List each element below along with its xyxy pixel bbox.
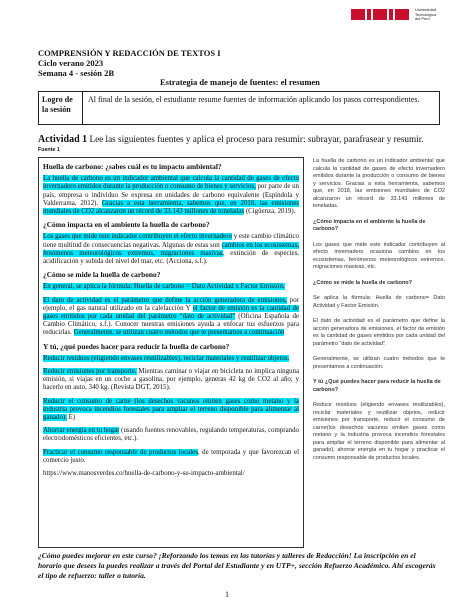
bullet-3 [43,398,299,423]
source-text-box [38,157,304,548]
source-paragraph-1 [43,175,299,216]
source-paragraph-2 [43,233,299,266]
course-title: COMPRENSIÓN Y REDACCIÓN DE TEXTOS I [38,48,221,58]
source-heading-2: ¿Cómo impacta en el ambiente la huella de carbono? [43,220,210,230]
text: (usando fuentes renovables, regulando temperaturas, comprando electrodomésticos eficientes, etc.). [43,427,299,443]
highlight: Generalmente, se utilizan cuatro métodos que te presentamos a continuación [73,329,285,337]
activity-label: Actividad 1 [38,134,88,145]
highlight: Practicar el consumo responsable de productos locales [43,448,198,456]
text: por parte de un país, empresa o individuo Se expresa en unidades de carbono equivalente (Espíndola y Valderrama, 2012). [43,183,300,207]
highlight: Reducir el consumo de carne (los desechos vacunos emiten gases como metano y la industria provoca incendios forestales para ampliar el terreno disponible para alimentar al ganado). [43,397,299,422]
text: (Cigüenza, 2019). [244,208,296,216]
bullet-1 [43,355,299,363]
document-subtitle: Estrategia de manejo de fuentes: el resumen [160,77,320,87]
bullet-4 [43,427,299,443]
highlight: el factor de emisión es la cantidad de gases emitidos por cada unidad del parámetro “dato de actividad” [43,304,299,321]
summary-2: Los gases que mide este indicador contribuyen al efecto invernadero ocasiona cambios en los ecosistemas, fenómenos meteorológicos extremos, migraciones masivas, etc. [313,241,445,270]
source-heading-1: Huella de carbono: ¿sabes cuál es tu impacto ambiental? [43,162,222,171]
summary-5: Generalmente, se utilizan cuatro métodos que te presentamos a continuación. [313,356,445,370]
text: y este cambio climático tiene multitud de consecuencias negativas. Algunas de estas son [43,233,299,249]
highlight: Los gases que mide este indicador contribuyen el efecto invernadero [43,233,232,241]
logro-label: Logro de la sesión [39,92,83,124]
source-label: Fuente 1 [38,147,60,153]
text: E) [66,414,76,422]
highlight: Ahorrar energía en tu hogar [43,427,120,435]
term: Ciclo verano 2023 [38,58,104,68]
activity-instruction [38,134,424,145]
logo-line-3: del Perú [414,16,430,21]
highlight: Reducir emisiones por transporte. [43,368,137,376]
source-url[interactable]: https://www.manosverdes.co/huella-de-carbono-y-su-impacto-ambiental/ [43,470,245,478]
document-header [38,48,221,78]
summary-1: La huella de carbono es un indicador ambiental que calcula la cantidad de gases de efecto invernadero emitidos durante la producción o consumo de bienes y servicios. Gracias a esta herramienta, sabemos que, en 2018, las emisiones mundiales de CO2 alcanzaron un récord de 33.143 millones de toneladas. [313,158,445,209]
summary-margin-notes [313,158,445,470]
highlight: La huella de carbono es un indicador ambiental que calcula la cantidad de gases de efecto invernadero emitidos durante la producción o consumo de bienes y servicios, [43,175,299,191]
highlight: cambios en los ecosistemas, fenómenos meteorológicos extremos, migraciones masivas [43,241,300,257]
bullet-2 [43,368,299,393]
activity-text: Lee las siguientes fuentes y aplica el proceso para resumir: subrayar, parafrasear y resumir. [89,134,424,144]
highlight: Reducir residuos (eligiendo envases reutilizables), reciclar materiales y reutilizar objetos. [43,354,290,362]
text: (Oficina Española de Cambio Climático, s.f.). Conocer nuestras emisiones ayuda a enfocar tus esfuerzos para reducirlas. [43,313,299,337]
bullet-5 [43,449,299,465]
logo-line-2: Tecnológica [414,11,436,17]
summary-heading-4: Y tú ¿Qué puedes hacer para reducir la huella de carbono? [313,379,441,393]
utp-logo-text [415,8,436,22]
highlight: El dato de actividad es el parámetro que define la acción generadora de emisiones, [43,296,287,304]
summary-6: Reducir residuos (eligiendo envases reutilizables), reciclar materiales y reutilizar objetos, reducir emisiones por transporte, reducir el consumo de carne(los desechos vacunos emiten gases como metano y la industria provoca incendios forestales para ampliar el terreno disponible para alimentar al ganado), ahorrar energía en tu hogar y practicar el consumo responsable de productos locales. [313,402,445,461]
highlight: En general, se aplica la fórmula: Huella de carbono = Dato Actividad x Factor Emisión. [43,283,285,291]
text: Mientras caminar o viajar en bicicleta no implica ninguna emisión, si viajas en un coche a gasolina, por ejemplo, generas 42 kg de CO2 al año; y hacerlo en auto, 340 kg. (Revista DGT, 2015). [43,368,300,392]
text: , extinción de especies, acidificación y subida del nivel del mar, etc. (Acciona, s.f.). [43,249,299,266]
page-number: 1 [225,590,229,599]
summary-heading-2: ¿Cómo impacta en el ambiente la huella de carbono? [313,218,426,232]
highlight: Gracias a esta herramienta, sabemos que, en 2018, las emisiones mundiales de CO2 alcanzaron un récord de 33.143 millones de toneladas [43,199,299,216]
source-heading-4: Y tú, ¿qué puedes hacer para reducir la huella de carbono? [43,341,230,351]
session: Semana 4 - sesión 2B [38,68,115,78]
logro-text: Al final de la sesión, el estudiante resume fuentes de información aplicando los pasos correspondientes. [88,95,420,104]
summary-4: El dato de actividad es el parámetro que define la acción generadora de emisiones, el factor de emisión es la cantidad de gases emitidos por cada unidad del parámetro “dato de actividad”. [313,318,445,347]
summary-heading-3: ¿Cómo se mide la huella de carbono? [313,279,413,286]
utp-logo-mark [351,9,409,20]
source-paragraph-3 [43,283,299,291]
summary-3: Se aplica la fórmula: Huella de carbono= Dato Actividad y Factor Emisión. [313,295,445,309]
footer-note: ¿Cómo puedes mejorar en este curso? ¡Reforzando los temas en las tutorías y talleres de Redacción! La inscripción en el horario que desees la puedes realizar a través del Portal del Estudiante y en UTP+, sección Refuerzo Académico. Ahí escogerás el tipo de refuerzo: taller o tutoría. [38,551,436,580]
logo-line-1: Universidad [414,7,436,12]
logro-table [38,91,440,125]
text: , de temporada y que favorezcan el comercio justo. [43,448,299,464]
utp-logo [351,8,436,22]
source-paragraph-4 [43,297,299,338]
text: por ejemplo, el gas natural utilizado en la calefacción Y [43,296,299,312]
source-heading-3: ¿Cómo se mide la huella de carbono? [43,270,161,280]
